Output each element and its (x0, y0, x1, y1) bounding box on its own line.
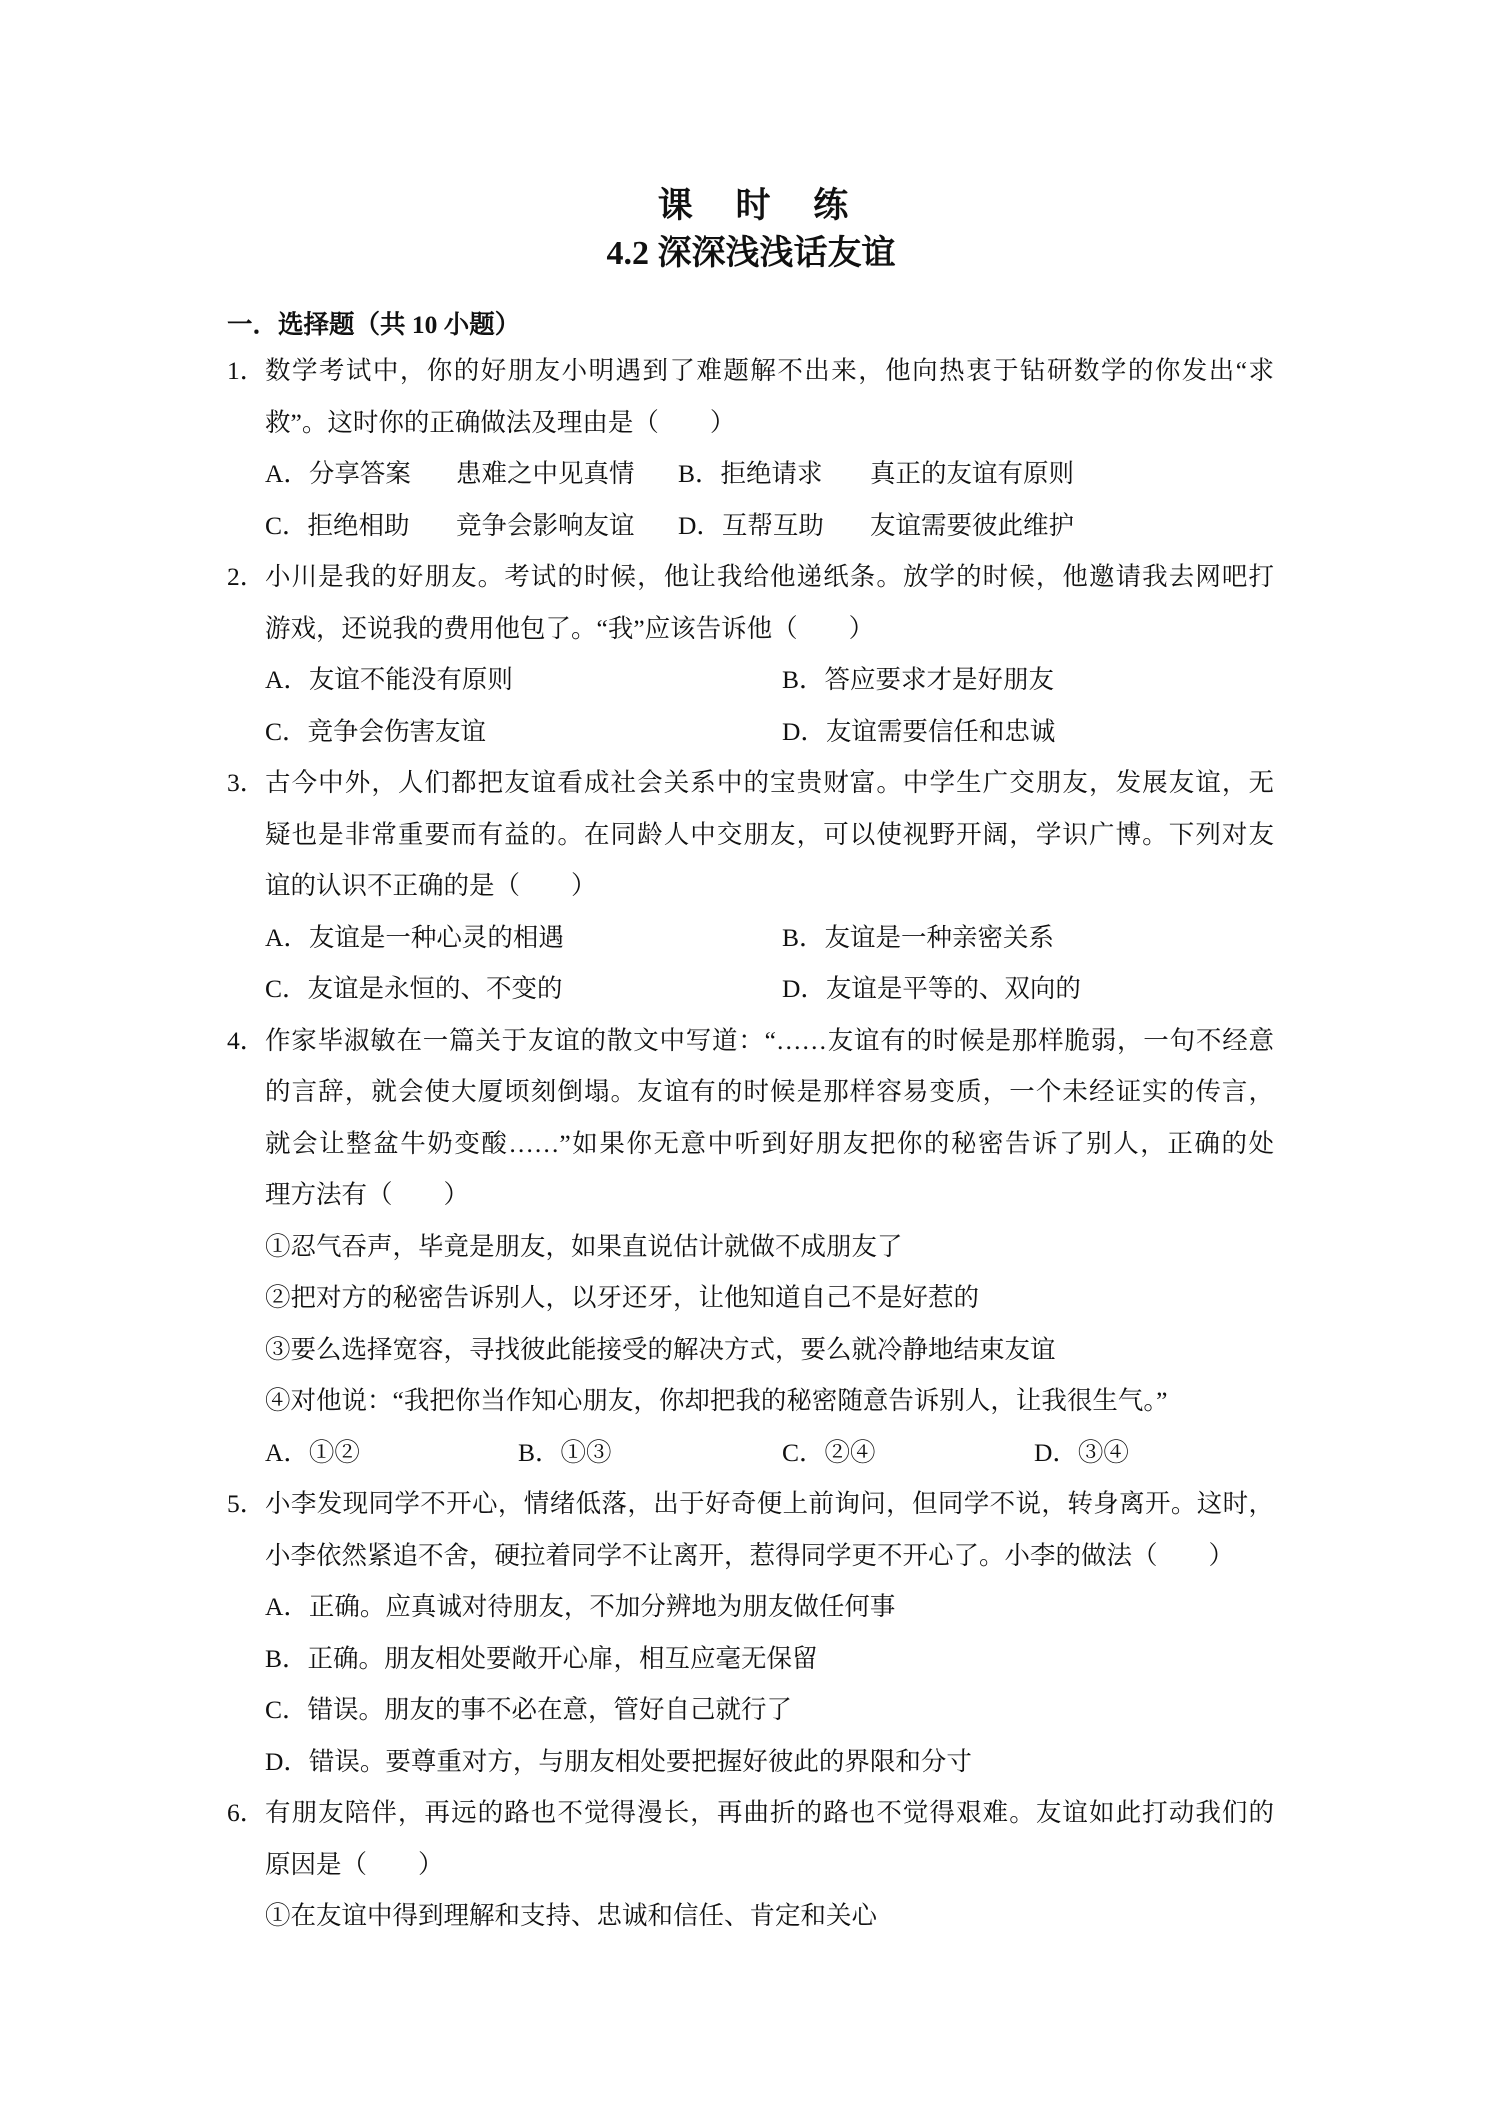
question-body (265, 1787, 1274, 1942)
option-a (265, 912, 564, 964)
option-text: ①③ (560, 1437, 612, 1467)
question-text-line: 有朋友陪伴，再远的路也不觉得漫长，再曲折的路也不觉得艰难。友谊如此打动我们的 (265, 1798, 1274, 1827)
question-list (227, 345, 1274, 1942)
option-text: 互帮互助 (721, 510, 824, 540)
option-text: 友谊是永恒的、不变的 (307, 974, 563, 1003)
option-a-reason: 患难之中见真情 (456, 459, 635, 488)
option-row (265, 1427, 1274, 1479)
option-a (265, 1427, 360, 1479)
option-label: B． (782, 665, 825, 694)
question-text-line: 小李依然紧追不舍，硬拉着同学不让离开，惹得同学更不开心了。小李的做法（ ） (265, 1540, 1235, 1570)
option-label: C． (265, 974, 308, 1003)
option-label: C． (782, 1437, 825, 1467)
question-body (265, 757, 1274, 1015)
option-c (265, 1684, 1274, 1736)
option-text: 正确。应真诚对待朋友，不加分辨地为朋友做任何事 (308, 1592, 896, 1621)
option-c-reason: 竞争会影响友谊 (456, 510, 635, 540)
option-text: 友谊是平等的、双向的 (825, 974, 1081, 1003)
option-label: D． (782, 974, 826, 1003)
question-text-line: 原因是（ ） (265, 1849, 444, 1879)
option-row (265, 912, 1274, 964)
option-label: B． (782, 922, 825, 952)
option-label: C． (265, 716, 308, 746)
option-label: A． (265, 459, 309, 488)
question-number: 3． (227, 768, 266, 797)
option-b (678, 448, 823, 500)
statement-item: ④对他说：“我把你当作知心朋友，你却把我的秘密随意告诉别人，让我很生气。” (265, 1386, 1168, 1415)
option-text: 答应要求才是好朋友 (824, 665, 1055, 694)
question-text-line: 数学考试中，你的好朋友小明遇到了难题解不出来，他向热衷于钻研数学的你发出“求 (265, 356, 1274, 385)
question-text-line: 理方法有（ ） (265, 1180, 470, 1209)
option-label: A． (265, 922, 309, 952)
question-number: 5． (227, 1489, 266, 1518)
option-a (265, 1581, 1274, 1633)
question-text-line: 谊的认识不正确的是（ ） (265, 871, 597, 900)
option-b (782, 654, 1054, 706)
option-a (265, 654, 513, 706)
option-label: A． (265, 1437, 309, 1467)
option-text: 友谊是一种亲密关系 (824, 922, 1055, 952)
option-c (265, 500, 410, 552)
option-label: D． (1034, 1437, 1078, 1467)
option-text: 分享答案 (308, 459, 411, 488)
option-label: D． (265, 1746, 309, 1776)
option-text: 友谊不能没有原则 (308, 665, 513, 694)
option-d (782, 963, 1081, 1015)
option-text: 竞争会伤害友谊 (307, 716, 487, 746)
option-text: 正确。朋友相处要敞开心扉，相互应毫无保留 (307, 1643, 818, 1673)
option-label: C． (265, 510, 308, 540)
lesson-title: 4.2 深深浅浅话友谊 (606, 235, 896, 272)
question-text-line: 小川是我的好朋友。考试的时候，他让我给他递纸条。放学的时候，他邀请我去网吧打 (265, 562, 1274, 591)
option-b (782, 912, 1054, 964)
option-b (265, 1633, 1274, 1685)
question-text-line: 小李发现同学不开心，情绪低落，出于好奇便上前询问，但同学不说，转身离开。这时， (265, 1489, 1274, 1518)
question-text-line: 游戏，还说我的费用他包了。“我”应该告诉他（ ） (265, 613, 875, 643)
question-6 (227, 1787, 1274, 1942)
option-row (265, 706, 1274, 758)
option-label: B． (678, 459, 721, 488)
page-title: 课 时 练 (657, 186, 866, 225)
question-4 (227, 1015, 1274, 1479)
question-body (265, 551, 1274, 757)
option-d (678, 500, 824, 552)
question-text-line: 古今中外，人们都把友谊看成社会关系中的宝贵财富。中学生广交朋友，发展友谊，无 (265, 768, 1274, 797)
option-text: 拒绝相助 (307, 510, 410, 540)
option-label: A． (265, 1592, 309, 1621)
option-row (265, 500, 1274, 552)
option-d (265, 1736, 1274, 1788)
option-label: B． (518, 1437, 561, 1467)
option-label: B． (265, 1643, 308, 1673)
statement-item: ②把对方的秘密告诉别人，以牙还牙，让他知道自己不是好惹的 (265, 1283, 980, 1312)
option-text: 友谊需要信任和忠诚 (825, 716, 1056, 746)
question-number: 2． (227, 562, 266, 591)
question-5 (227, 1478, 1274, 1787)
option-text: ②④ (824, 1437, 876, 1467)
option-b (518, 1427, 612, 1479)
statement-item: ③要么选择宽容，寻找彼此能接受的解决方式，要么就冷静地结束友谊 (265, 1334, 1056, 1364)
question-1 (227, 345, 1274, 551)
option-text: 错误。朋友的事不必在意，管好自己就行了 (307, 1695, 793, 1724)
option-row (265, 448, 1274, 500)
question-2 (227, 551, 1274, 757)
option-a (265, 448, 411, 500)
question-text-line: 救”。这时你的正确做法及理由是（ ） (265, 407, 736, 437)
question-3 (227, 757, 1274, 1015)
statement-item: ①忍气吞声，毕竟是朋友，如果直说估计就做不成朋友了 (265, 1231, 903, 1261)
option-text: 友谊是一种心灵的相遇 (308, 922, 564, 952)
statement-item: ①在友谊中得到理解和支持、忠诚和信任、肯定和关心 (265, 1901, 878, 1930)
question-body (265, 1015, 1274, 1479)
option-c (782, 1427, 876, 1479)
question-text-line: 疑也是非常重要而有益的。在同龄人中交朋友，可以使视野开阔，学识广博。下列对友 (265, 819, 1274, 849)
option-text: 错误。要尊重对方，与朋友相处要把握好彼此的界限和分寸 (308, 1746, 972, 1776)
option-c (265, 963, 563, 1015)
option-label: A． (265, 665, 309, 694)
option-d-reason: 友谊需要彼此维护 (870, 510, 1075, 540)
option-d (1034, 1427, 1129, 1479)
option-row (265, 654, 1274, 706)
option-b-reason: 真正的友谊有原则 (870, 459, 1075, 488)
option-row (265, 963, 1274, 1015)
section-heading: 一．选择题（共 10 小题） (227, 310, 521, 339)
question-text-line: 作家毕淑敏在一篇关于友谊的散文中写道：“……友谊有的时候是那样脆弱，一句不经意 (265, 1025, 1274, 1055)
question-number: 4． (227, 1025, 266, 1055)
option-label: C． (265, 1695, 308, 1724)
question-body (265, 1478, 1274, 1787)
option-label: D． (678, 510, 722, 540)
question-body (265, 345, 1274, 551)
question-text-line: 就会让整盆牛奶变酸……”如果你无意中听到好朋友把你的秘密告诉了别人，正确的处 (265, 1128, 1274, 1158)
option-d (782, 706, 1055, 758)
question-number: 1． (227, 356, 266, 385)
option-label: D． (782, 716, 826, 746)
option-text: ①② (308, 1437, 360, 1467)
option-text: ③④ (1077, 1437, 1129, 1467)
option-text: 拒绝请求 (720, 459, 823, 488)
question-number: 6． (227, 1798, 266, 1827)
option-c (265, 706, 486, 758)
question-text-line: 的言辞，就会使大厦顷刻倒塌。友谊有的时候是那样容易变质，一个未经证实的传言， (265, 1077, 1274, 1106)
